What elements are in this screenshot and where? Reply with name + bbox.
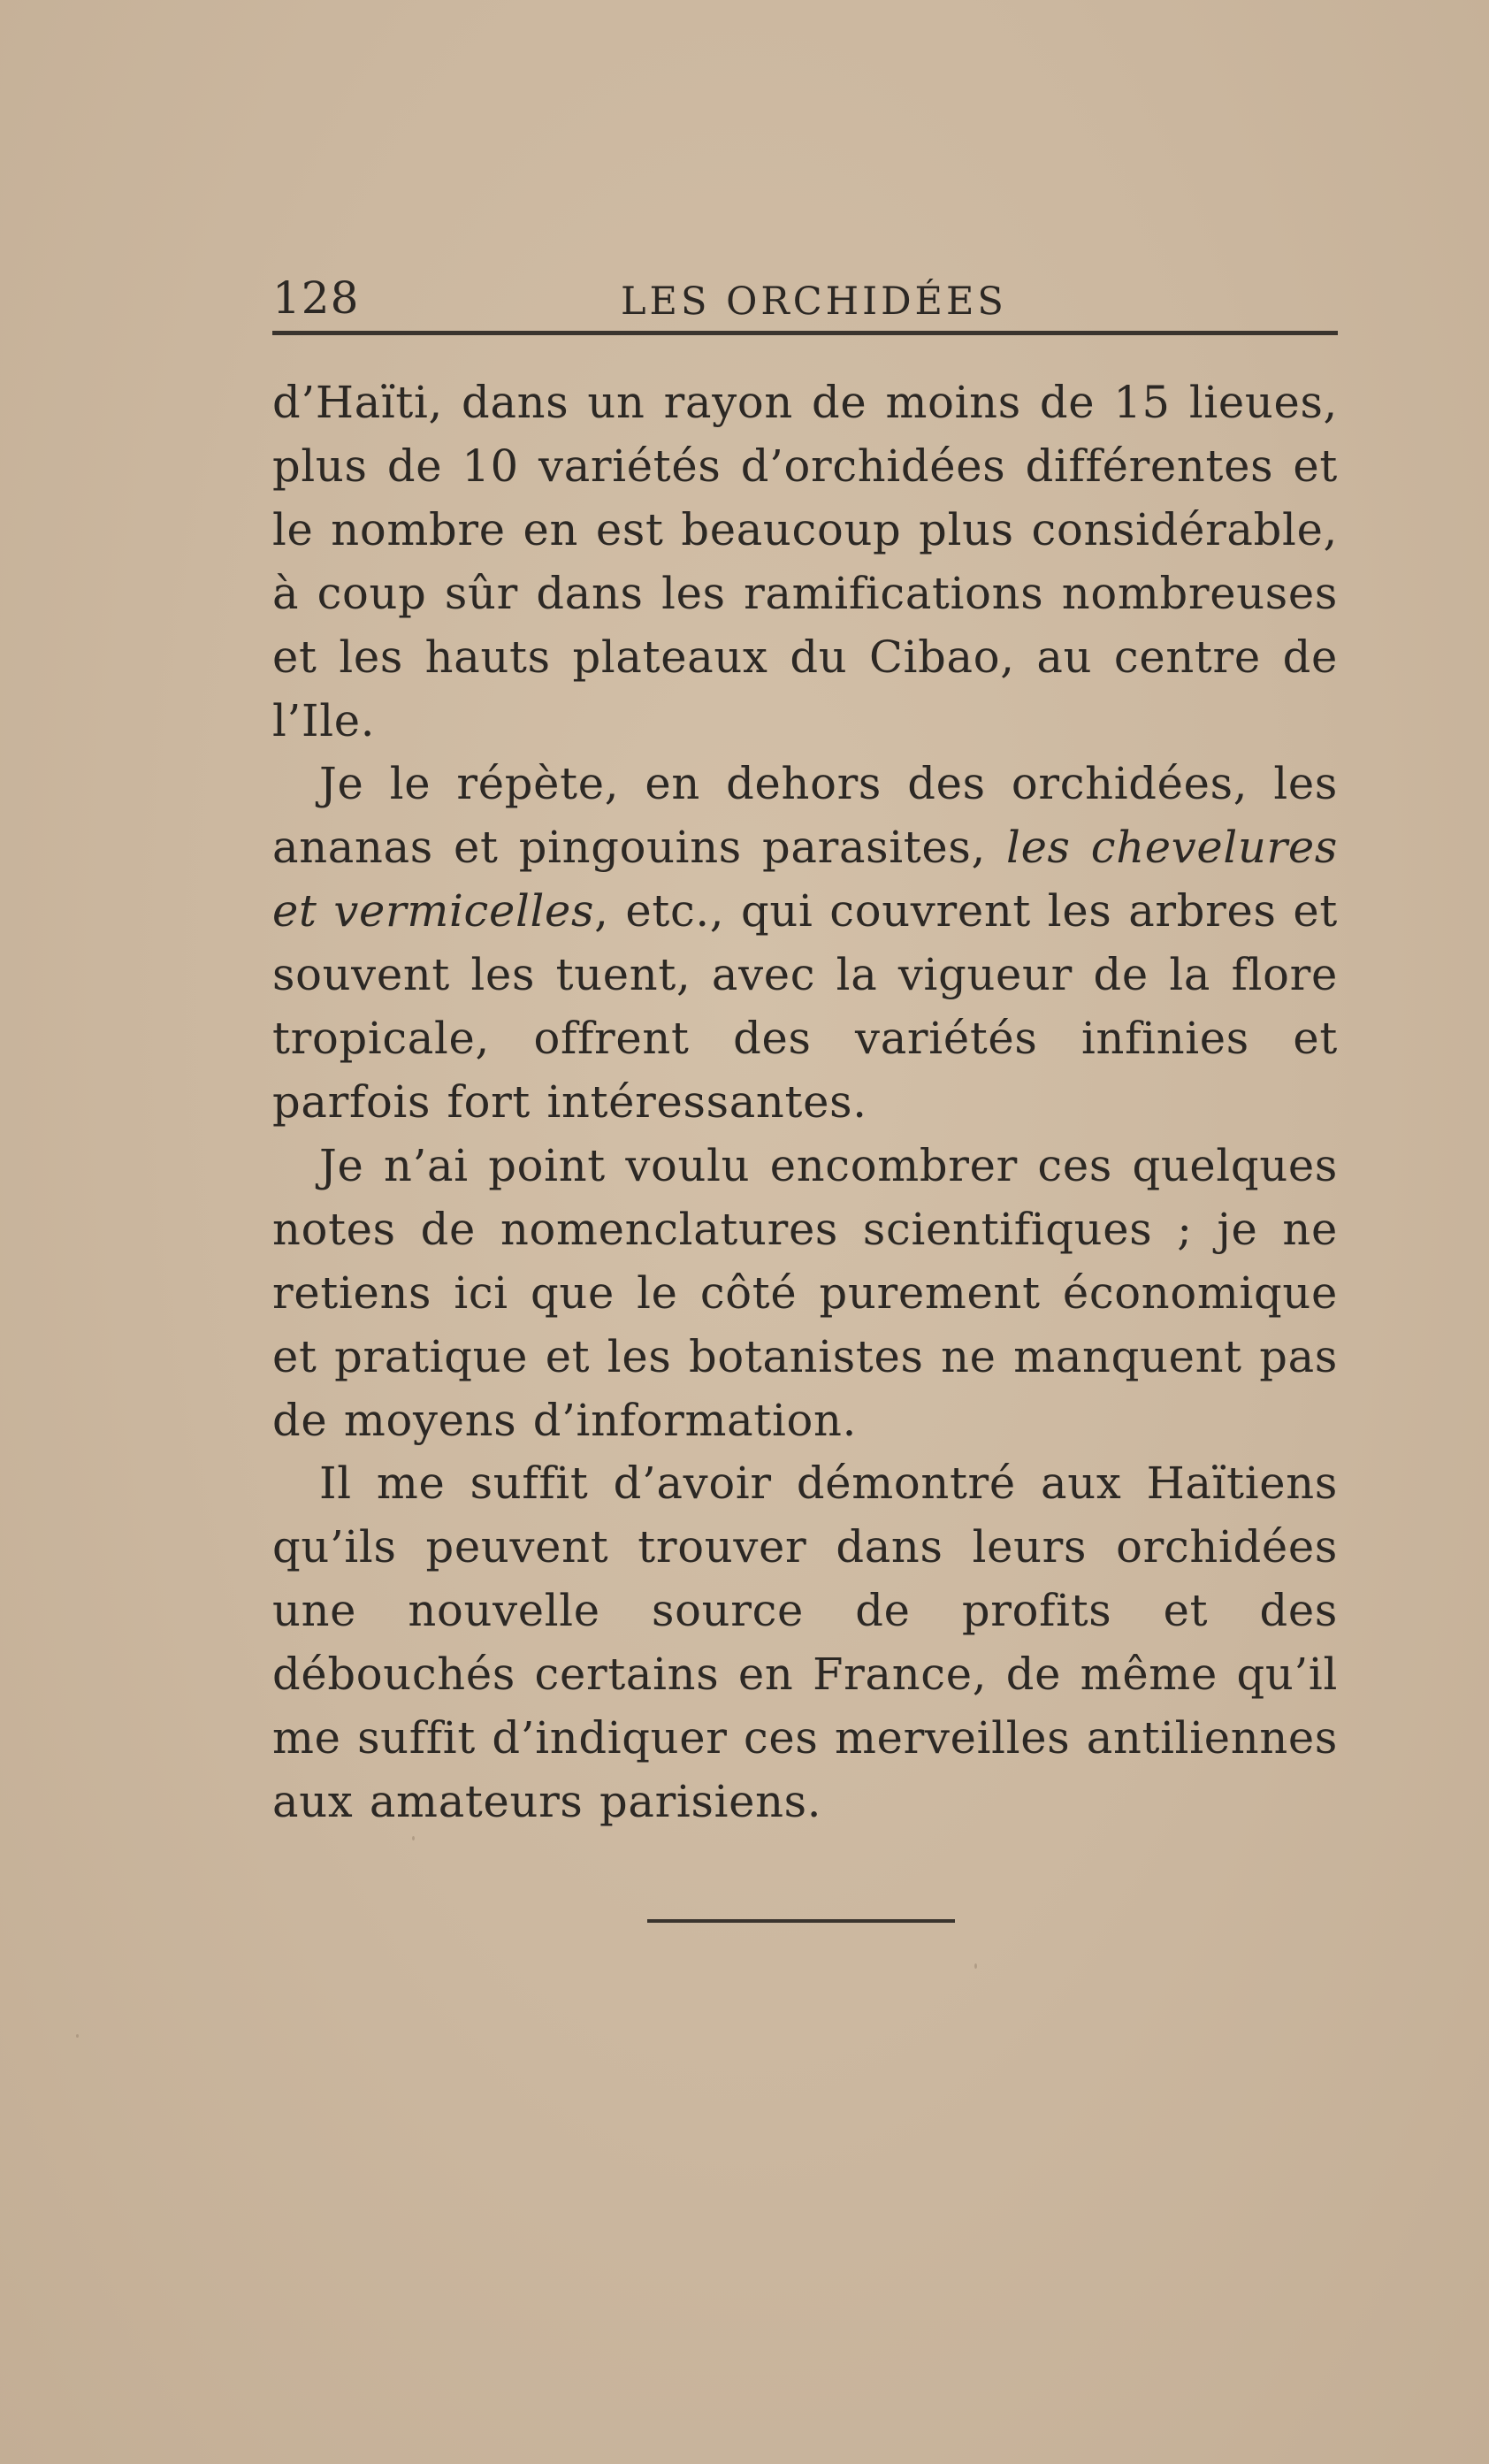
header-rule [272, 331, 1338, 335]
body-text [272, 371, 1338, 1834]
paragraph-2-italic: les chevelures et vermicelles [272, 822, 1338, 937]
paper-speck [76, 2034, 79, 2038]
running-title: LES ORCHIDÉES [621, 279, 1007, 324]
paragraph-4-text: Il me suffit d’avoir démontré aux Haïtiens qu’ils peuvent trouver dans leurs orchidées une nouvelle source de profits et des débouchés certains en France, de même qu’il me suffit d’indiquer ces merveilles antiliennes aux amateurs parisiens. [272, 1458, 1338, 1827]
paragraph-3-text: Je n’ai point voulu encombrer ces quelques notes de nomenclatures scientifiques ; je ne retiens ici que le côté purement économique et pratique et les botanistes ne manquent pas de moyens d’information. [272, 1139, 1338, 1446]
paragraph-4 [272, 1452, 1338, 1833]
paragraph-1-text: d’Haïti, dans un rayon de moins de 15 lieues, plus de 10 variétés d’orchidées différentes et le nombre en est beaucoup plus considérable, à coup sûr dans les ramifications nombreuses et les hauts plateaux du Cibao, au centre de l’Ile. [272, 377, 1338, 746]
paragraph-1 [272, 371, 1338, 753]
running-head [272, 265, 1338, 327]
paper-speck [412, 1836, 415, 1840]
end-rule [647, 1919, 955, 1923]
paragraph-2-text-b: , etc., qui couvrent les arbres et souvent les tuent, avec la vigueur de la flore tropicale, offrent des variétés infinies et parfois fort intéressantes. [272, 885, 1338, 1128]
page-number: 128 [272, 272, 360, 324]
paragraph-2-text-a: Je le répète, en dehors des orchidées, les ananas et pingouins parasites, [272, 758, 1338, 874]
paragraph-2 [272, 753, 1338, 1134]
paper-speck [974, 1963, 977, 1969]
paragraph-3 [272, 1135, 1338, 1453]
